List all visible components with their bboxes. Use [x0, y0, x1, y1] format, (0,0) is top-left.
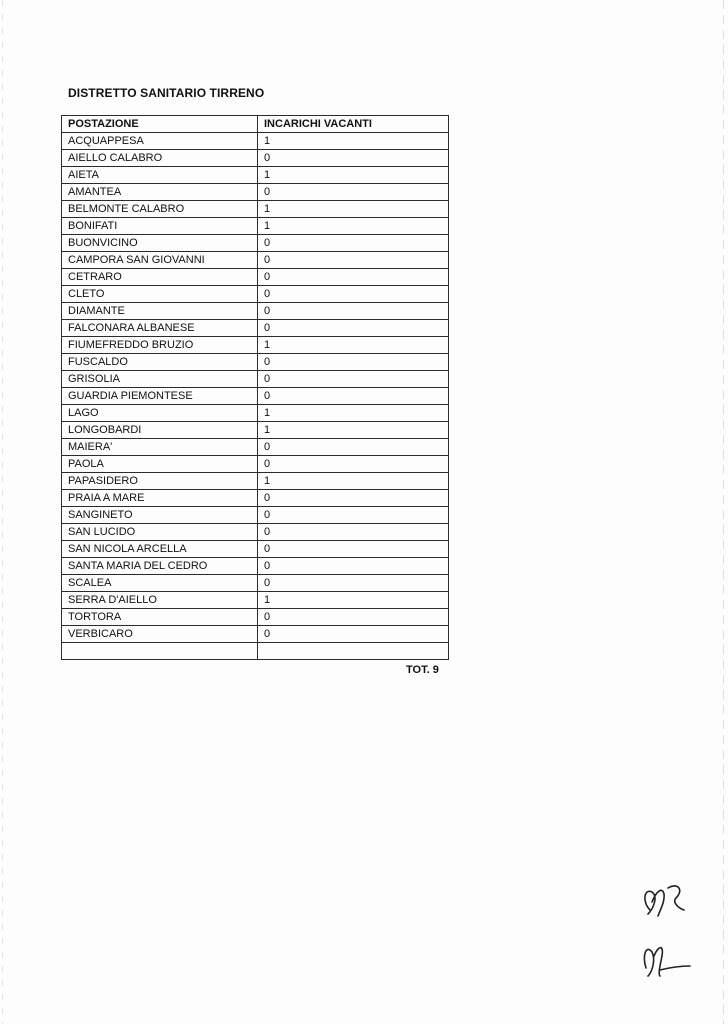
postazione-cell: SERRA D'AIELLO	[62, 592, 258, 609]
postazione-cell: CLETO	[62, 286, 258, 303]
table-row	[62, 575, 449, 592]
postazione-cell: CAMPORA SAN GIOVANNI	[62, 252, 258, 269]
total-label: TOT. 9	[406, 664, 439, 676]
incarichi-vacanti-cell: 0	[258, 269, 449, 286]
vacancies-table	[61, 115, 449, 660]
postazione-cell: FUSCALDO	[62, 354, 258, 371]
table-row	[62, 524, 449, 541]
incarichi-vacanti-cell: 0	[258, 303, 449, 320]
table-row	[62, 405, 449, 422]
table-row	[62, 320, 449, 337]
empty-table-row	[62, 643, 449, 660]
postazione-cell: FALCONARA ALBANESE	[62, 320, 258, 337]
postazione-cell: LAGO	[62, 405, 258, 422]
table-row	[62, 235, 449, 252]
postazione-cell: ACQUAPPESA	[62, 133, 258, 150]
postazione-cell: SAN LUCIDO	[62, 524, 258, 541]
postazione-cell: PAOLA	[62, 456, 258, 473]
table-row	[62, 371, 449, 388]
table-row	[62, 507, 449, 524]
postazione-cell: SCALEA	[62, 575, 258, 592]
table-row	[62, 269, 449, 286]
table-row	[62, 150, 449, 167]
incarichi-vacanti-cell: 0	[258, 235, 449, 252]
table-row	[62, 303, 449, 320]
postazione-cell: GUARDIA PIEMONTESE	[62, 388, 258, 405]
incarichi-vacanti-cell: 0	[258, 439, 449, 456]
table-header-row	[62, 116, 449, 133]
incarichi-vacanti-cell: 0	[258, 609, 449, 626]
incarichi-vacanti-cell: 1	[258, 592, 449, 609]
postazione-cell: AIELLO CALABRO	[62, 150, 258, 167]
postazione-cell: GRISOLIA	[62, 371, 258, 388]
incarichi-vacanti-cell: 0	[258, 524, 449, 541]
postazione-cell: PRAIA A MARE	[62, 490, 258, 507]
postazione-cell: FIUMEFREDDO BRUZIO	[62, 337, 258, 354]
table-row	[62, 354, 449, 371]
scan-edge-right	[723, 0, 724, 1024]
column-header-incarichi-vacanti: INCARICHI VACANTI	[258, 116, 449, 133]
table-row	[62, 490, 449, 507]
scan-edge-left	[2, 0, 3, 1024]
table-row	[62, 388, 449, 405]
incarichi-vacanti-cell: 0	[258, 184, 449, 201]
handwritten-initials	[638, 880, 698, 990]
incarichi-vacanti-cell: 1	[258, 201, 449, 218]
incarichi-vacanti-cell: 1	[258, 167, 449, 184]
table-row	[62, 541, 449, 558]
postazione-cell: AIETA	[62, 167, 258, 184]
table-row	[62, 473, 449, 490]
table-row	[62, 201, 449, 218]
postazione-cell: AMANTEA	[62, 184, 258, 201]
table-row	[62, 626, 449, 643]
table-row	[62, 422, 449, 439]
postazione-cell: DIAMANTE	[62, 303, 258, 320]
postazione-cell: BELMONTE CALABRO	[62, 201, 258, 218]
incarichi-vacanti-cell: 1	[258, 473, 449, 490]
incarichi-vacanti-cell: 1	[258, 218, 449, 235]
incarichi-vacanti-cell: 0	[258, 575, 449, 592]
table-body	[62, 133, 449, 660]
table-row	[62, 184, 449, 201]
empty-cell	[258, 643, 449, 660]
postazione-cell: PAPASIDERO	[62, 473, 258, 490]
incarichi-vacanti-cell: 0	[258, 354, 449, 371]
table-row	[62, 133, 449, 150]
incarichi-vacanti-cell: 0	[258, 286, 449, 303]
postazione-cell: VERBICARO	[62, 626, 258, 643]
table-row	[62, 218, 449, 235]
incarichi-vacanti-cell: 1	[258, 133, 449, 150]
incarichi-vacanti-cell: 1	[258, 337, 449, 354]
incarichi-vacanti-cell: 0	[258, 150, 449, 167]
table-row	[62, 252, 449, 269]
table-row	[62, 167, 449, 184]
postazione-cell: SANTA MARIA DEL CEDRO	[62, 558, 258, 575]
postazione-cell: BONIFATI	[62, 218, 258, 235]
postazione-cell: LONGOBARDI	[62, 422, 258, 439]
incarichi-vacanti-cell: 0	[258, 490, 449, 507]
table-row	[62, 456, 449, 473]
postazione-cell: CETRARO	[62, 269, 258, 286]
table-row	[62, 337, 449, 354]
postazione-cell: BUONVICINO	[62, 235, 258, 252]
incarichi-vacanti-cell: 0	[258, 371, 449, 388]
table-row	[62, 592, 449, 609]
incarichi-vacanti-cell: 1	[258, 422, 449, 439]
table-row	[62, 286, 449, 303]
incarichi-vacanti-cell: 0	[258, 541, 449, 558]
incarichi-vacanti-cell: 0	[258, 507, 449, 524]
incarichi-vacanti-cell: 0	[258, 558, 449, 575]
incarichi-vacanti-cell: 0	[258, 320, 449, 337]
incarichi-vacanti-cell: 0	[258, 252, 449, 269]
incarichi-vacanti-cell: 0	[258, 388, 449, 405]
postazione-cell: TORTORA	[62, 609, 258, 626]
empty-cell	[62, 643, 258, 660]
incarichi-vacanti-cell: 1	[258, 405, 449, 422]
postazione-cell: MAIERA'	[62, 439, 258, 456]
table-row	[62, 609, 449, 626]
incarichi-vacanti-cell: 0	[258, 456, 449, 473]
postazione-cell: SANGINETO	[62, 507, 258, 524]
incarichi-vacanti-cell: 0	[258, 626, 449, 643]
table-row	[62, 558, 449, 575]
column-header-postazione: POSTAZIONE	[62, 116, 258, 133]
table-row	[62, 439, 449, 456]
postazione-cell: SAN NICOLA ARCELLA	[62, 541, 258, 558]
document-title: DISTRETTO SANITARIO TIRRENO	[68, 86, 265, 100]
